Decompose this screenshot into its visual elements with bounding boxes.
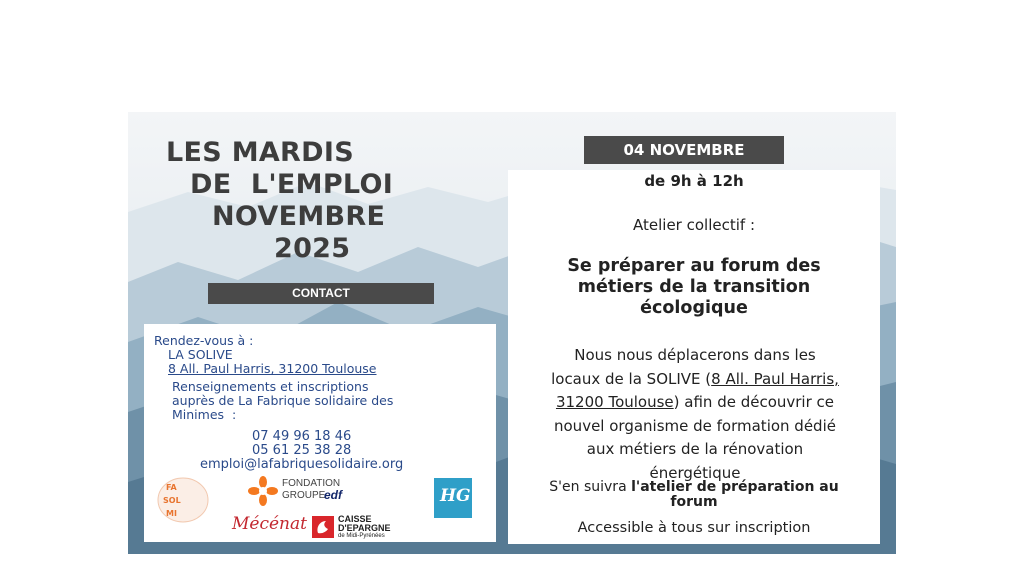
title-line-2: DE L'EMPLOI [190,169,394,200]
venue-address[interactable]: 8 All. Paul Harris, 31200 Toulouse [168,361,377,376]
phone-2[interactable]: 05 61 25 38 28 [252,443,352,458]
contact-email[interactable]: emploi@lafabriquesolidaire.org [200,457,404,472]
event-flyer [128,112,896,554]
desc-line-1: Nous nous déplacerons dans les [574,346,816,364]
event-description [514,344,876,485]
info-line-2: auprès de La Fabrique solidaire des [172,393,394,408]
hg-logo-text: HG [440,486,471,506]
svg-text:MI: MI [166,509,177,518]
mecenat-signature: Mécénat [232,514,307,534]
event-headline-1: Se préparer au forum des [567,256,821,276]
edf-brand: edf [324,488,342,502]
desc-line-2-text: locaux de la SOLIVE ( [551,369,712,388]
desc-line-2 [514,368,876,392]
event-headline-3: écologique [640,298,748,318]
caisse-line-1: CAISSE [338,514,372,524]
edf-sun-icon [248,476,278,506]
title-line-4: 2025 [274,233,351,264]
desc-line-5: aux métiers de la rénovation [586,440,804,458]
svg-text:FA: FA [166,483,177,492]
event-date: 04 NOVEMBRE [584,136,784,164]
event-type: Atelier collectif : [633,216,755,234]
followup-bold-1: l'atelier de préparation au [631,479,839,495]
venue-name: LA SOLIVE [168,347,233,362]
caisse-line-3: de Midi-Pyrénées [338,533,385,539]
squirrel-icon [312,516,334,538]
desc-line-3 [514,391,876,415]
title-line-1: LES MARDIS [166,137,354,168]
followup-text: S'en suivra [549,479,632,495]
followup-bold-2: forum [670,494,718,510]
address-link-1[interactable]: 8 All. Paul Harris, [711,369,839,388]
desc-line-3-text: ) afin de découvrir ce [673,393,835,411]
caisse-line-2: D'EPARGNE [338,523,391,533]
event-card [508,170,880,544]
info-line-3: Minimes : [172,407,237,422]
fabrique-solidaire-logo-icon [156,476,210,524]
event-time: de 9h à 12h [644,172,744,190]
svg-text:SOL: SOL [163,496,181,505]
info-line-1: Renseignements et inscriptions [172,379,369,394]
edf-line-1: FONDATION [282,478,341,489]
title-line-3: NOVEMBRE [212,201,386,232]
phone-1[interactable]: 07 49 96 18 46 [252,429,352,444]
hg-logo [434,478,472,518]
address-link-2[interactable]: 31200 Toulouse [555,393,674,411]
event-headline-2: métiers de la transition [577,277,811,297]
rdv-label: Rendez-vous à : [154,333,254,348]
desc-line-6: énergétique [649,463,741,482]
desc-line-4: nouvel organisme de formation dédié [554,416,836,435]
edf-line-2: GROUPE [282,490,326,501]
fabrique-solidaire-logo [156,476,210,524]
contact-card [144,324,496,542]
fondation-edf-logo [248,474,348,508]
event-access: Accessible à tous sur inscription [577,520,811,536]
contact-bar: CONTACT [208,283,434,304]
followup [508,480,880,510]
caisse-epargne-logo [312,514,412,542]
